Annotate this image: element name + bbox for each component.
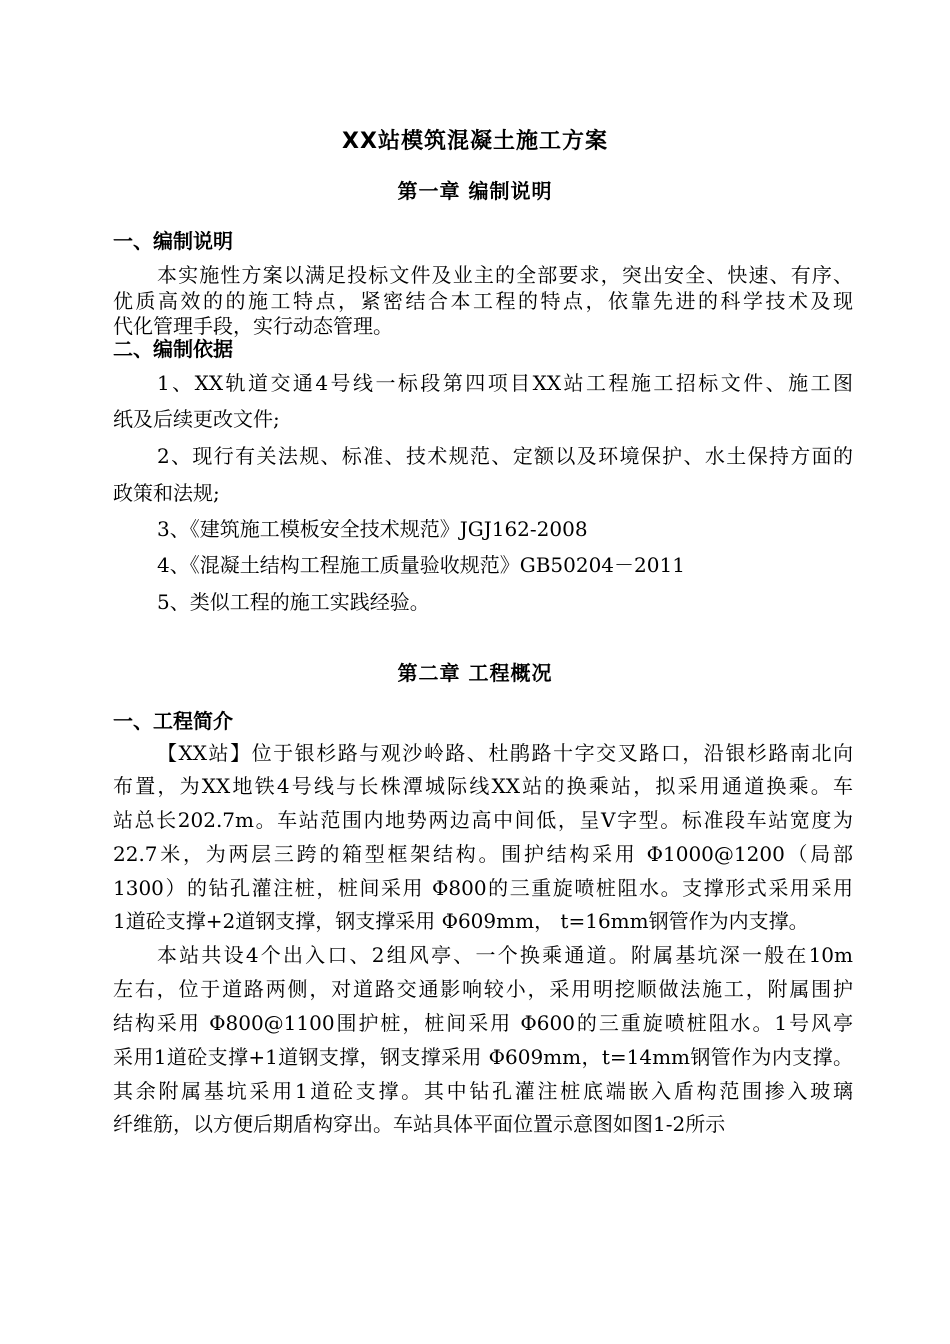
paragraph-line: 纤维筋，以方便后期盾构穿出。车站具体平面位置示意图如图1-2所示 (113, 1112, 726, 1136)
paragraph-line: 本实施性方案以满足投标文件及业主的全部要求，突出安全、快速、有序、 (157, 263, 853, 287)
paragraph-line: 采用1道砼支撑+1道钢支撑，钢支撑采用 Φ609mm，t=14mm钢管作为内支撑。 (113, 1045, 853, 1069)
paragraph-line: 【XX站】位于银杉路与观沙岭路、杜鹃路十字交叉路口，沿银杉路南北向 (157, 741, 853, 765)
paragraph-line: 1道砼支撑+2道钢支撑，钢支撑采用 Φ609mm， t=16mm钢管作为内支撑。 (113, 909, 809, 933)
paragraph-line: 优质高效的的施工特点，紧密结合本工程的特点，依靠先进的科学技术及现 (113, 289, 853, 313)
paragraph-line: 本站共设4个出入口、2组风亭、一个换乘通道。附属基坑深一般在10m (157, 943, 853, 967)
list-item-line: 4、《混凝土结构工程施工质量验收规范》GB50204－2011 (157, 553, 685, 577)
chapter-1-heading: 第一章 编制说明 (397, 179, 553, 203)
paragraph-line: 结构采用 Φ800@1100围护桩，桩间采用 Φ600的三重旋喷桩阻水。1号风亭 (113, 1011, 853, 1035)
document-title: XX站模筑混凝土施工方案 (342, 129, 608, 154)
list-item-line: 2、现行有关法规、标准、技术规范、定额以及环境保护、水土保持方面的 (157, 444, 853, 468)
section-2-1-heading: 一、工程简介 (113, 709, 233, 733)
list-item-line: 纸及后续更改文件; (113, 407, 280, 431)
paragraph-line: 站总长202.7m。车站范围内地势两边高中间低，呈V字型。标准段车站宽度为 (113, 808, 853, 832)
section-1-1-heading: 一、编制说明 (113, 229, 233, 253)
section-1-2-heading: 二、编制依据 (113, 337, 233, 361)
paragraph-line: 代化管理手段，实行动态管理。 (113, 314, 393, 338)
list-item-line: 1、XX轨道交通4号线一标段第四项目XX站工程施工招标文件、施工图 (157, 371, 853, 395)
paragraph-line: 其余附属基坑采用1道砼支撑。其中钻孔灌注桩底端嵌入盾构范围掺入玻璃 (113, 1079, 853, 1103)
paragraph-line: 左右，位于道路两侧，对道路交通影响较小，采用明挖顺做法施工，附属围护 (113, 977, 853, 1001)
list-item-line: 3、《建筑施工模板安全技术规范》JGJ162-2008 (157, 517, 588, 541)
chapter-2-heading: 第二章 工程概况 (397, 661, 553, 685)
paragraph-line: 22.7米，为两层三跨的箱型框架结构。围护结构采用 Φ1000@1200（局部 (113, 842, 853, 866)
list-item-line: 5、类似工程的施工实践经验。 (157, 590, 430, 614)
paragraph-line: 布置，为XX地铁4号线与长株潭城际线XX站的换乘站，拟采用通道换乘。车 (113, 774, 853, 798)
paragraph-line: 1300）的钻孔灌注桩，桩间采用 Φ800的三重旋喷桩阻水。支撑形式采用采用 (113, 876, 853, 900)
list-item-line: 政策和法规; (113, 481, 220, 505)
